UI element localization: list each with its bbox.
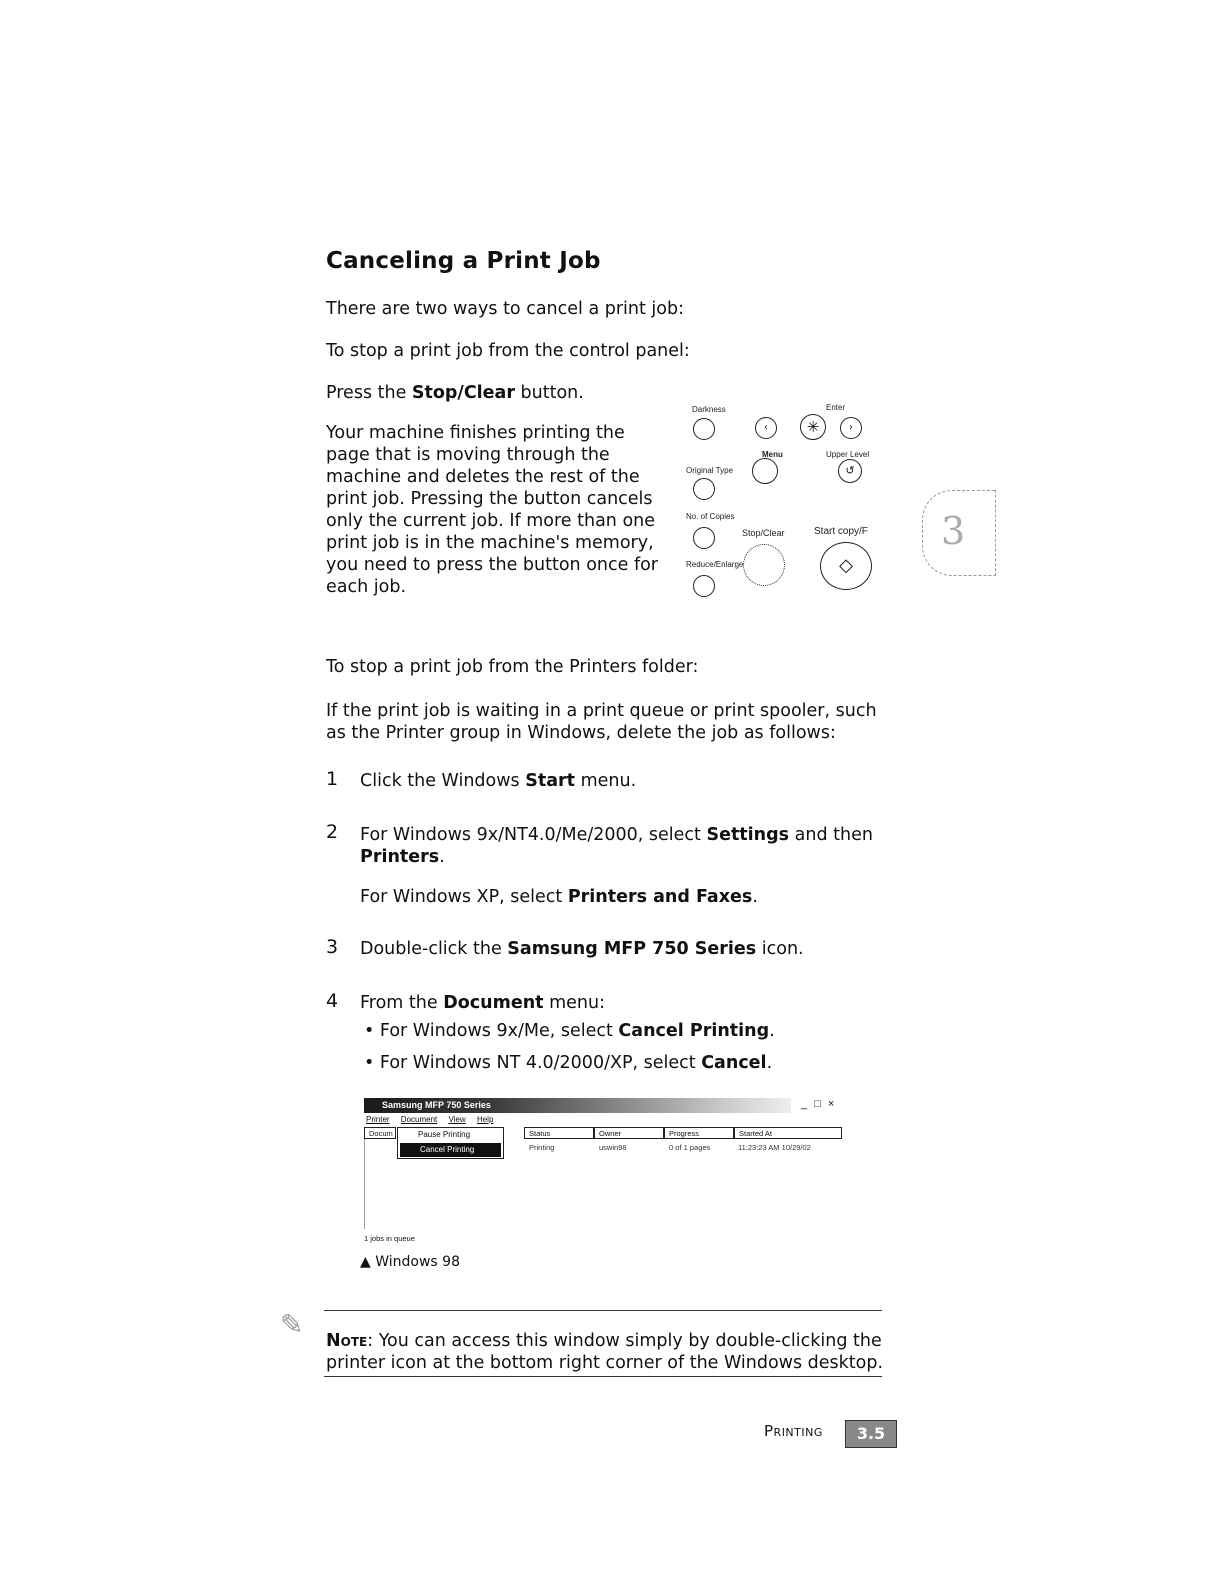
- step-number-4: 4: [326, 990, 339, 1012]
- no-of-copies-button: [693, 527, 715, 549]
- row-progress: 0 of 1 pages: [669, 1143, 711, 1152]
- step-number-1: 1: [326, 768, 339, 790]
- page-title: Canceling a Print Job: [326, 248, 601, 274]
- enter-label: Enter: [826, 403, 846, 412]
- upper-level-label: Upper Level: [826, 450, 870, 459]
- note-icon: ✎: [280, 1308, 304, 1341]
- step-4: From the Document menu:: [360, 993, 605, 1013]
- folder-intro-line-2: as the Printer group in Windows, delete the job as follows:: [326, 723, 836, 743]
- reduce-enlarge-label: Reduce/Enlarge: [686, 560, 744, 569]
- original-type-label: Original Type: [686, 466, 733, 475]
- menu-item-pause-printing[interactable]: Pause Printing: [418, 1130, 471, 1139]
- row-status: Printing: [529, 1143, 555, 1152]
- column-owner[interactable]: Owner: [594, 1127, 664, 1139]
- description: Your machine finishes printing the page that is moving through the machine and deletes the rest of the print job. Pressing the button cancels only the current job. If more than one print job is in the machine's memory, you need to press the button once for each job.: [326, 423, 659, 597]
- chapter-tab: [922, 490, 996, 576]
- step-2-xp: For Windows XP, select Printers and Faxes.: [360, 887, 758, 907]
- step-3: Double-click the Samsung MFP 750 Series icon.: [360, 939, 804, 959]
- figure-caption: ▲ Windows 98: [360, 1254, 460, 1270]
- menu-item-cancel-printing[interactable]: Cancel Printing: [400, 1143, 501, 1157]
- footer-section: Printing: [764, 1422, 823, 1440]
- row-started: 11:23:23 AM 10/29/02: [738, 1143, 811, 1152]
- press-instruction: Press the Stop/Clear button.: [326, 383, 584, 403]
- menu-printer[interactable]: Printer: [366, 1115, 390, 1124]
- column-started-at[interactable]: Started At: [734, 1127, 842, 1139]
- left-arrow-button: ‹: [755, 417, 777, 439]
- upper-level-button: ↺: [838, 459, 862, 483]
- stop-clear-label: Stop/Clear: [742, 528, 785, 538]
- step-number-3: 3: [326, 936, 339, 958]
- original-type-button: [693, 478, 715, 500]
- window-controls[interactable]: _ □ ×: [801, 1098, 837, 1110]
- window-menubar: [366, 1115, 502, 1124]
- page-number: 3.5: [845, 1420, 897, 1448]
- chapter-tab-number: 3: [941, 509, 966, 553]
- start-copy-label: Start copy/F: [814, 526, 868, 537]
- window-titlebar: [364, 1098, 791, 1113]
- printer-queue-window: [364, 1098, 854, 1258]
- menu-document[interactable]: Document: [400, 1115, 438, 1124]
- row-owner: uswin98: [599, 1143, 627, 1152]
- column-progress[interactable]: Progress: [664, 1127, 734, 1139]
- note-text: Note: You can access this window simply by double-clicking the printer icon at the bottom right corner of the Windows desktop.: [326, 1331, 884, 1373]
- note-label: Note: [326, 1331, 368, 1351]
- darkness-label: Darkness: [692, 405, 726, 414]
- column-document[interactable]: Docum: [364, 1127, 396, 1139]
- darkness-button: [693, 418, 715, 440]
- folder-intro-line-1: If the print job is waiting in a print queue or print spooler, such: [326, 701, 877, 721]
- note-bottom-rule: [324, 1376, 882, 1377]
- no-of-copies-label: No. of Copies: [686, 512, 735, 521]
- column-status[interactable]: Status: [524, 1127, 594, 1139]
- control-panel-heading: To stop a print job from the control panel:: [326, 341, 690, 361]
- stop-clear-button: [743, 544, 785, 586]
- start-copy-button: ◇: [820, 542, 872, 590]
- menu-label: Menu: [762, 450, 783, 459]
- step-2: For Windows 9x/NT4.0/Me/2000, select Settings and then Printers.: [360, 825, 873, 867]
- step-1: Click the Windows Start menu.: [360, 771, 637, 791]
- menu-button: [752, 458, 778, 484]
- folder-heading: To stop a print job from the Printers folder:: [326, 657, 699, 677]
- note-top-rule: [324, 1310, 882, 1311]
- intro-text: There are two ways to cancel a print job:: [326, 299, 684, 319]
- document-menu-dropdown: [397, 1127, 504, 1159]
- enter-button: ✳: [800, 414, 826, 440]
- step-4-bullet-2: • For Windows NT 4.0/2000/XP, select Cancel.: [364, 1053, 773, 1073]
- step-4-bullet-1: • For Windows 9x/Me, select Cancel Printing.: [364, 1021, 775, 1041]
- window-title: Samsung MFP 750 Series: [382, 1100, 491, 1110]
- right-arrow-button: ›: [840, 417, 862, 439]
- step-number-2: 2: [326, 821, 339, 843]
- status-bar: 1 jobs in queue: [364, 1234, 415, 1243]
- menu-view[interactable]: View: [448, 1115, 466, 1124]
- menu-help[interactable]: Help: [476, 1115, 494, 1124]
- reduce-enlarge-button: [693, 575, 715, 597]
